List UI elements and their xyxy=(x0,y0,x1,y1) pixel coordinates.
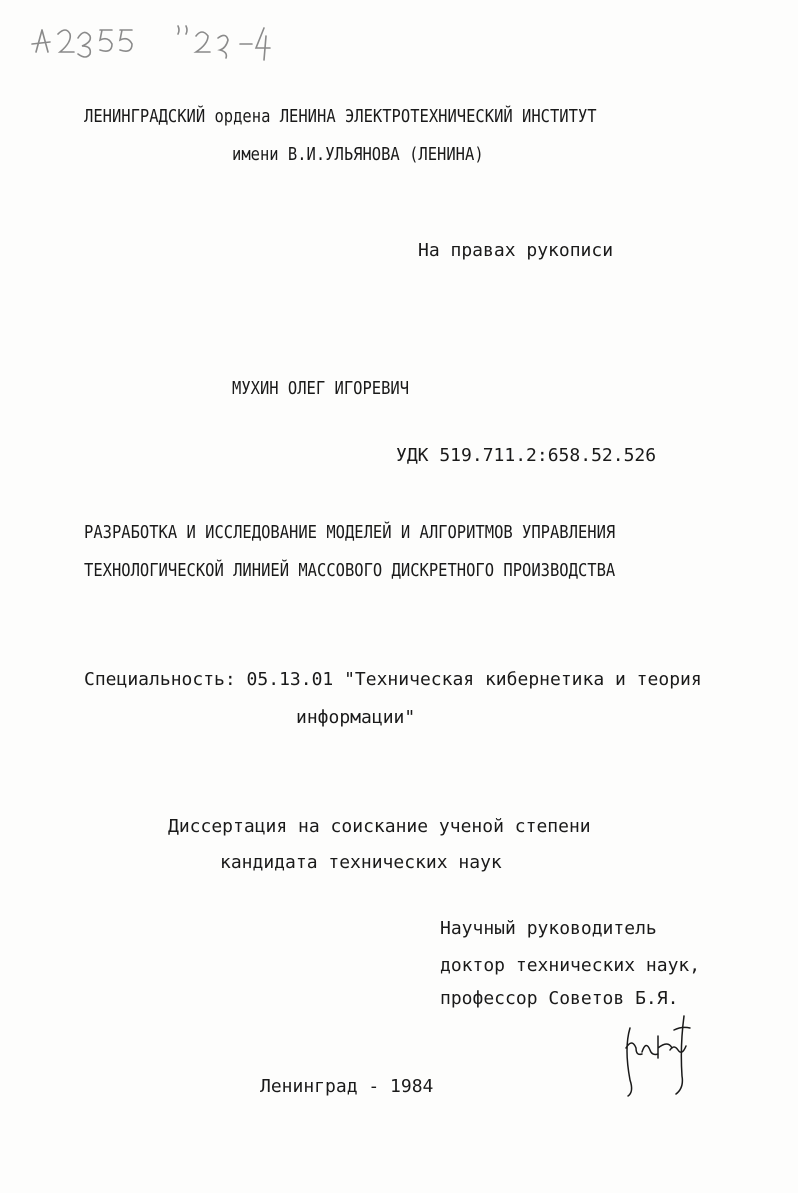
udc-code: УДК 519.711.2:658.52.526 xyxy=(396,445,657,466)
institution-line-2: имени В.И.УЛЬЯНОВА (ЛЕНИНА) xyxy=(232,144,484,165)
degree-line-2: кандидата технических наук xyxy=(220,852,502,873)
specialty-line-1: Специальность: 05.13.01 "Техническая кибернетика и теория xyxy=(84,669,702,690)
archive-handwritten-mark xyxy=(28,14,288,74)
title-line-1: РАЗРАБОТКА И ИССЛЕДОВАНИЕ МОДЕЛЕЙ И АЛГОРИТМОВ УПРАВЛЕНИЯ xyxy=(84,522,616,543)
supervisor-line-2: доктор технических наук, xyxy=(440,955,701,976)
degree-line-1: Диссертация на соискание ученой степени xyxy=(168,816,591,837)
manuscript-note: На правах рукописи xyxy=(418,240,614,261)
institution-line-1: ЛЕНИНГРАДСКИЙ ордена ЛЕНИНА ЭЛЕКТРОТЕХНИЧЕСКИЙ ИНСТИТУТ xyxy=(84,106,597,127)
supervisor-line-3: профессор Советов Б.Я. xyxy=(440,988,679,1009)
specialty-line-2: информации" xyxy=(296,707,416,728)
supervisor-line-1: Научный руководитель xyxy=(440,918,657,939)
title-line-2: ТЕХНОЛОГИЧЕСКОЙ ЛИНИЕЙ МАССОВОГО ДИСКРЕТНОГО ПРОИЗВОДСТВА xyxy=(84,560,616,581)
place-and-year: Ленинград - 1984 xyxy=(260,1076,434,1097)
supervisor-signature xyxy=(612,1008,702,1100)
author-name: МУХИН ОЛЕГ ИГОРЕВИЧ xyxy=(232,378,410,399)
